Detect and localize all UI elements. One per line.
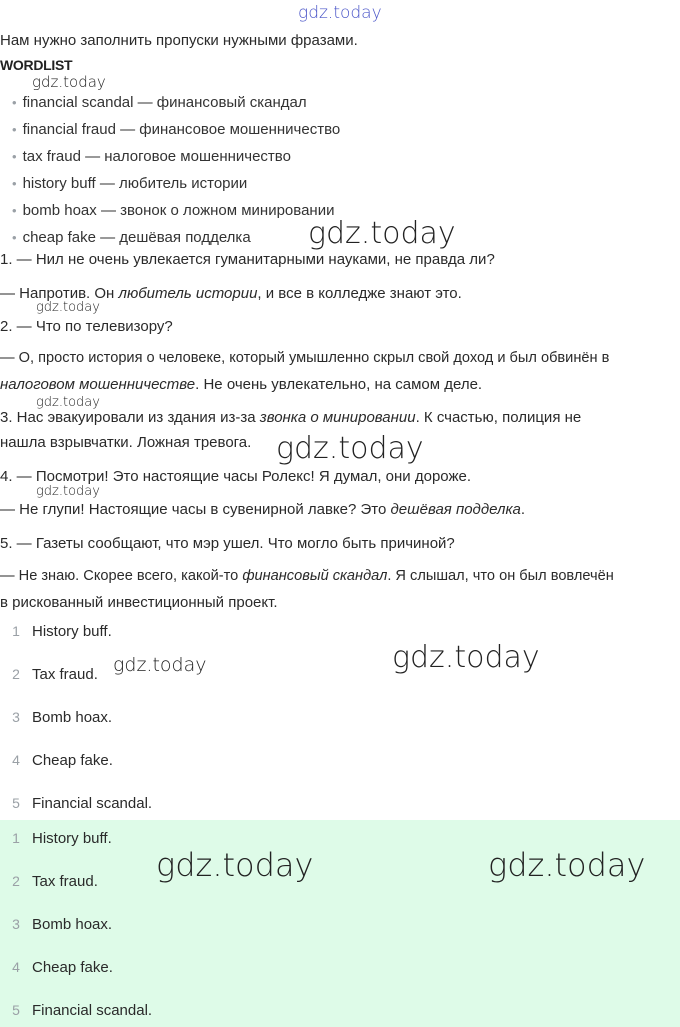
bullet-icon: • bbox=[12, 176, 17, 191]
wordlist-item bbox=[12, 94, 307, 111]
watermark: gdz.today bbox=[156, 846, 314, 884]
wordlist-item bbox=[12, 229, 251, 246]
answer-text: Cheap fake. bbox=[32, 959, 113, 976]
wordlist-title: WORDLIST bbox=[0, 57, 73, 73]
answer-row bbox=[0, 709, 112, 726]
wordlist-item-text: history buff — любитель истории bbox=[22, 175, 248, 192]
wordlist-item bbox=[12, 121, 340, 138]
answer-text: Tax fraud. bbox=[32, 873, 98, 890]
watermark: gdz.today bbox=[36, 395, 100, 410]
text-segment: . Не очень увлекательно, на самом деле. bbox=[195, 376, 483, 393]
text-segment: — Не знаю. Скорее всего, какой-то bbox=[0, 568, 243, 584]
answer-number: 1 bbox=[12, 830, 20, 846]
answer-number: 4 bbox=[12, 959, 20, 975]
answer-phrase: звонка о минировании bbox=[259, 409, 416, 426]
answer-number: 2 bbox=[12, 666, 20, 682]
highlighted-answer-row bbox=[0, 830, 112, 847]
dialogue-4-line-2 bbox=[0, 501, 525, 518]
answer-phrase: налоговом мошенничестве bbox=[0, 376, 196, 393]
answer-phrase: любитель истории bbox=[118, 285, 258, 302]
answer-row bbox=[0, 752, 113, 769]
text-segment: . К счастью, полиция не bbox=[415, 409, 582, 426]
answer-row bbox=[0, 666, 98, 683]
watermark: gdz.today bbox=[488, 846, 646, 884]
answer-number: 5 bbox=[12, 795, 20, 811]
dialogue-2-line-3 bbox=[0, 376, 482, 393]
text-segment: — Напротив. Он bbox=[0, 285, 119, 302]
wordlist-item-text: financial scandal — финансовый скандал bbox=[22, 94, 307, 111]
watermark: gdz.today bbox=[113, 654, 207, 676]
answer-text: Financial scandal. bbox=[32, 795, 153, 812]
watermark: gdz.today bbox=[36, 484, 100, 499]
answer-text: History buff. bbox=[32, 830, 112, 847]
text-segment: — Не глупи! Настоящие часы в сувенирной лавке? Это bbox=[0, 501, 391, 518]
wordlist-item bbox=[12, 148, 291, 165]
dialogue-2-line-1: 2. — Что по телевизору? bbox=[0, 318, 173, 335]
wordlist-item-text: cheap fake — дешёвая подделка bbox=[22, 229, 251, 246]
watermark: gdz.today bbox=[276, 431, 424, 466]
answer-row bbox=[0, 623, 112, 640]
watermark: gdz.today bbox=[32, 73, 106, 91]
answer-text: Cheap fake. bbox=[32, 752, 113, 769]
answer-text: Financial scandal. bbox=[32, 1002, 153, 1019]
answer-number: 4 bbox=[12, 752, 20, 768]
answer-row bbox=[0, 795, 152, 812]
watermark-top: gdz.today bbox=[298, 3, 382, 23]
watermark: gdz.today bbox=[392, 640, 540, 675]
answer-number: 2 bbox=[12, 873, 20, 889]
answer-number: 3 bbox=[12, 709, 20, 725]
answer-text: Tax fraud. bbox=[32, 666, 98, 683]
dialogue-1-line-1: 1. — Нил не очень увлекается гуманитарными науками, не правда ли? bbox=[0, 251, 495, 268]
bullet-icon: • bbox=[12, 203, 17, 218]
answer-phrase: дешёвая подделка bbox=[390, 501, 521, 518]
text-segment: . bbox=[520, 501, 526, 518]
bullet-icon: • bbox=[12, 95, 17, 110]
intro-text: Нам нужно заполнить пропуски нужными фразами. bbox=[0, 32, 358, 49]
answer-text: Bomb hoax. bbox=[32, 916, 113, 933]
dialogue-3-line-1 bbox=[0, 409, 581, 426]
bullet-icon: • bbox=[12, 230, 17, 245]
highlighted-answer-row bbox=[0, 916, 112, 933]
text-segment: , и все в колледже знают это. bbox=[257, 285, 462, 302]
dialogue-5-line-2 bbox=[0, 568, 614, 584]
wordlist-item-text: bomb hoax — звонок о ложном минировании bbox=[22, 202, 335, 219]
text-segment: . Я слышал, что он был вовлечён bbox=[387, 568, 614, 584]
dialogue-5-line-1: 5. — Газеты сообщают, что мэр ушел. Что могло быть причиной? bbox=[0, 535, 455, 552]
dialogue-5-line-3: в рискованный инвестиционный проект. bbox=[0, 594, 278, 611]
wordlist-item-text: tax fraud — налоговое мошенничество bbox=[22, 148, 291, 165]
dialogue-4-line-1: 4. — Посмотри! Это настоящие часы Ролекс! Я думал, они дороже. bbox=[0, 468, 472, 485]
wordlist-item bbox=[12, 202, 334, 219]
bullet-icon: • bbox=[12, 149, 17, 164]
watermark: gdz.today bbox=[308, 216, 456, 251]
answer-phrase: финансовый скандал bbox=[242, 568, 388, 584]
answer-text: Bomb hoax. bbox=[32, 709, 113, 726]
answer-number: 3 bbox=[12, 916, 20, 932]
highlighted-answer-row bbox=[0, 959, 113, 976]
answer-text: History buff. bbox=[32, 623, 112, 640]
dialogue-3-line-2: нашла взрывчатки. Ложная тревога. bbox=[0, 434, 252, 451]
highlighted-answer-row bbox=[0, 873, 98, 890]
answer-number: 1 bbox=[12, 623, 20, 639]
dialogue-2-line-2: — О, просто история о человеке, который умышленно скрыл свой доход и был обвинён в bbox=[0, 350, 610, 366]
watermark: gdz.today bbox=[36, 300, 100, 315]
highlighted-answer-row bbox=[0, 1002, 152, 1019]
wordlist-item-text: financial fraud — финансовое мошенничество bbox=[22, 121, 341, 138]
wordlist-item bbox=[12, 175, 247, 192]
answer-number: 5 bbox=[12, 1002, 20, 1018]
text-segment: 3. Нас эвакуировали из здания из-за bbox=[0, 409, 260, 426]
bullet-icon: • bbox=[12, 122, 17, 137]
